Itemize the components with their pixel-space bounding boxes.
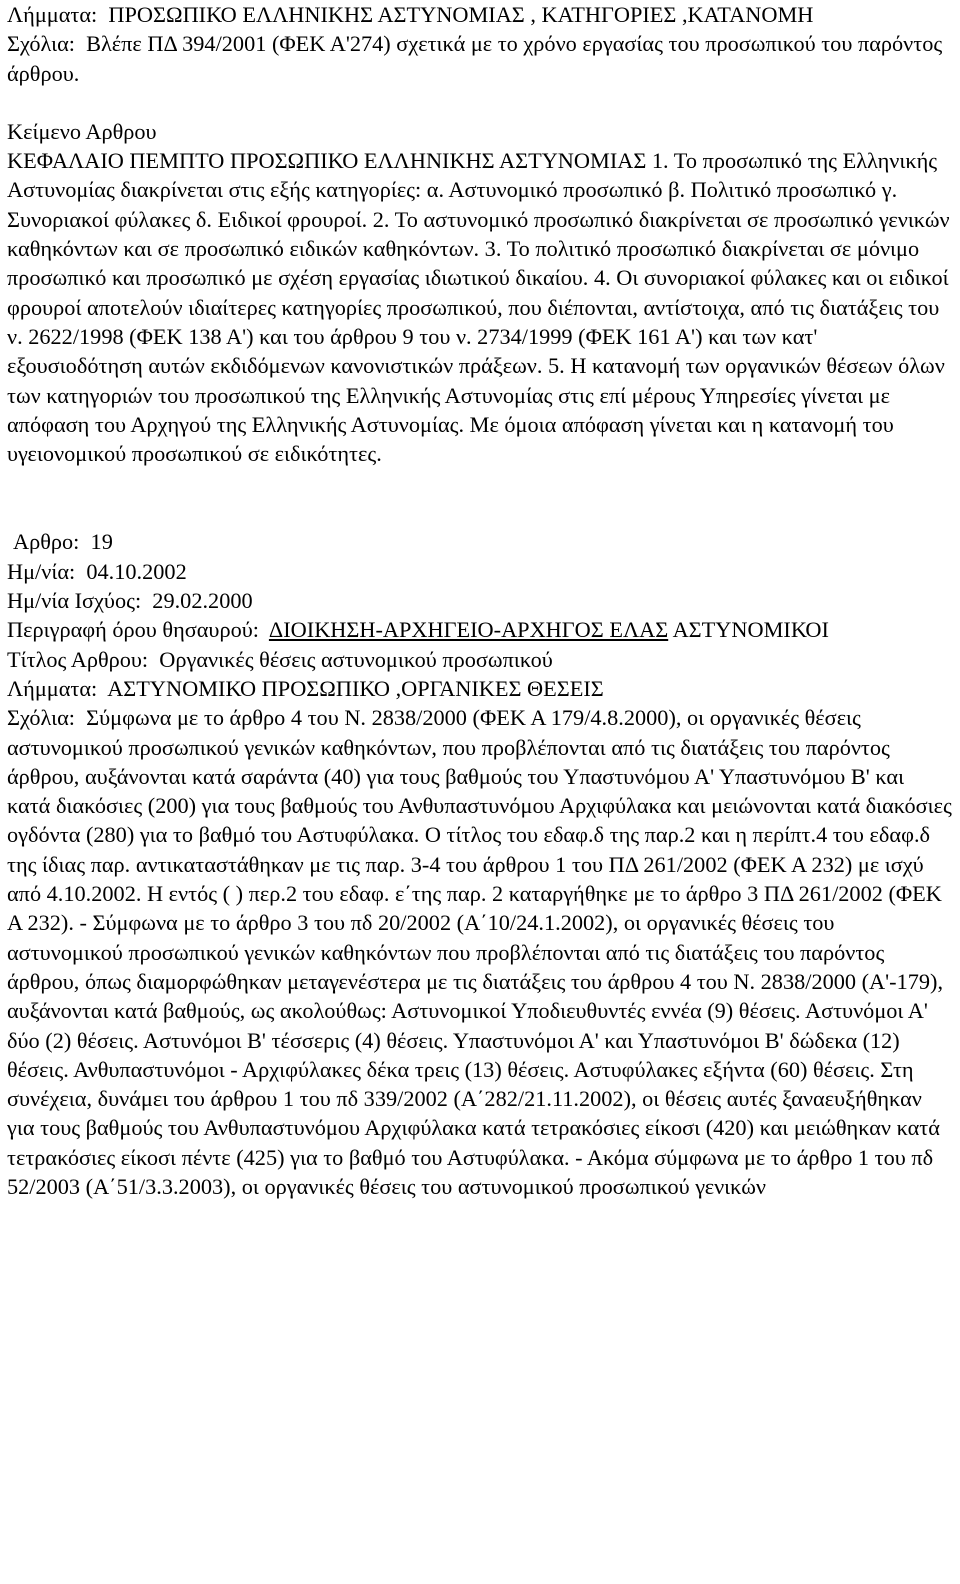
article-date [7,557,953,586]
lemmata-value: ΠΡΟΣΩΠΙΚΟ ΕΛΛΗΝΙΚΗΣ ΑΣΤΥΝΟΜΙΑΣ , ΚΑΤΗΓΟΡΙΕΣ ,ΚΑΤΑΝΟΜΗ [108,2,814,27]
scholia-line-2 [7,703,953,1201]
lemmata-label-2: Λήμματα: [7,675,98,701]
date-in-force-value: 29.02.2000 [152,588,253,614]
spacer [7,88,953,117]
scholia-line-1 [7,29,953,88]
document-page [7,0,953,1201]
article-date-value: 04.10.2002 [86,558,187,584]
lemmata-value-2: ΑΣΤΥΝΟΜΙΚΟ ΠΡΟΣΩΠΙΚΟ ,ΟΡΓΑΝΙΚΕΣ ΘΕΣΕΙΣ [107,675,604,701]
scholia-value-2: Σύμφωνα με το άρθρο 4 του Ν. 2838/2000 (ΦΕΚ Α 179/4.8.2000), οι οργανικές θέσεις αστυνομικού προσωπικού γενικών καθηκόντων, που προβλέπονται από τις διατάξεις του παρόντος άρθρου, αυξάνονται κατά σαράντα (40) για τους βαθμούς του Υπαστυνόμου Α' Υπαστυνόμου Β' και κατά διακόσιες (200) για τους βαθμούς του Ανθυπαστυνόμου Αρχιφύλακα και μειώνονται κατά διακόσιες ογδόντα (280) για το βαθμό του Αστυφύλακα. Ο τίτλος του εδαφ.δ της παρ.2 και η περίπτ.4 του εδαφ.δ της ίδιας παρ. αντικαταστάθηκαν με τις παρ. 3-4 του άρθρου 1 του ΠΔ 261/2002 (ΦΕΚ Α 232) με ισχύ από 4.10.2002. Η εντός ( ) περ.2 του εδαφ. ε΄της παρ. 2 καταργήθηκε με το άρθρο 3 ΠΔ 261/2002 (ΦΕΚ Α 232). - Σύμφωνα με το άρθρο 3 του πδ 20/2002 (Α΄10/24.1.2002), οι οργανικές θέσεις του αστυνομικού προσωπικού γενικών καθηκόντων που προβλέπονται από τις διατάξεις του παρόντος άρθρου, όπως διαμορφώθηκαν μεταγενέστερα με τις διατάξεις του άρθρου 4 του Ν. 2838/2000 (Α'-179), αυξάνονται κατά βαθμούς, ως ακολούθως: Αστυνομικοί Υποδιευθυντές εννέα (9) θέσεις. Αστυνόμοι Α' δύο (2) θέσεις. Αστυνόμοι Β' τέσσερις (4) θέσεις. Υπαστυνόμοι Α' και Υπαστυνόμοι Β' δώδεκα (12) θέσεις. Ανθυπαστυνόμοι - Αρχιφύλακες δέκα τρεις (13) θέσεις. Αστυφύλακες εξήντα (60) θέσεις. Στη συνέχεια, δυνάμει του άρθρου 1 του πδ 339/2002 (Α΄282/21.11.2002), οι θέσεις αυτές ξαναευξήθηκαν για τους βαθμούς του Ανθυπαστυνόμου Αρχιφύλακα κατά τετρακόσιες είκοσι (420) και μειώθηκαν κατά τετρακόσιες είκοσι πέντε (425) για το βαθμό του Αστυφύλακα. - Ακόμα σύμφωνα με το άρθρο 1 του πδ 52/2003 (Α΄51/3.3.2003), οι οργανικές θέσεις του αστυνομικού προσωπικού γενικών [7,705,952,1199]
lemmata-line-2 [7,674,953,703]
article-number [7,527,953,556]
thesaurus-link[interactable]: ΔΙΟΙΚΗΣΗ-ΑΡΧΗΓΕΙΟ-ΑΡΧΗΓΟΣ ΕΛΑΣ [268,617,669,643]
article-text-heading: Κείμενο Αρθρου [7,118,157,144]
article-date-in-force [7,586,953,615]
lemmata-label: Λήμματα: [7,2,98,27]
scholia-value: Βλέπε ΠΔ 394/2001 (ΦΕΚ Α'274) σχετικά με το χρόνο εργασίας του προσωπικού του παρόντος άρθρου. [7,31,943,86]
scholia-label-2: Σχόλια: [7,705,75,731]
thesaurus-description [7,615,953,644]
article-number-label: Αρθρο: [13,529,80,555]
article-number-value: 19 [90,529,113,555]
date-in-force-label: Ημ/νία Ισχύος: [7,588,142,614]
thesaurus-value-rest: ΑΣΤΥΝΟΜΙΚΟΙ [672,617,829,643]
article-title-value: Οργανικές θέσεις αστυνομικού προσωπικού [159,646,553,672]
scholia-label: Σχόλια: [7,31,75,57]
article-date-label: Ημ/νία: [7,558,76,584]
thesaurus-label: Περιγραφή όρου θησαυρού: [7,617,259,643]
spacer [7,468,953,527]
article-title [7,645,953,674]
article-title-label: Τίτλος Αρθρου: [7,646,149,672]
lemmata-line-1 [7,0,953,29]
article-text-body: ΚΕΦΑΛΑΙΟ ΠΕΜΠΤΟ ΠΡΟΣΩΠΙΚΟ ΕΛΛΗΝΙΚΗΣ ΑΣΤΥΝΟΜΙΑΣ 1. Το προσωπικό της Ελληνικής Αστυνομίας διακρίνεται στις εξής κατηγορίες: α. Αστυνομικό προσωπικό β. Πολιτικό προσωπικό γ. Συνοριακοί φύλακες δ. Ειδικοί φρουροί. 2. Το αστυνομικό προσωπικό διακρίνεται σε προσωπικό γενικών καθηκόντων και σε προσωπικό ειδικών καθηκόντων. 3. Το πολιτικό προσωπικό διακρίνεται σε μόνιμο προσωπικό και προσωπικό με σχέση εργασίας ιδιωτικού δικαίου. 4. Οι συνοριακοί φύλακες και οι ειδικοί φρουροί αποτελούν ιδιαίτερες κατηγορίες προσωπικού, που διέπονται, αντίστοιχα, από τις διατάξεις του ν. 2622/1998 (ΦΕΚ 138 Α') και του άρθρου 9 του ν. 2734/1999 (ΦΕΚ 161 Α') και των κατ' εξουσιοδότηση αυτών εκδιδόμενων κανονιστικών πράξεων. 5. Η κατανομή των οργανικών θέσεων όλων των κατηγοριών του προσωπικού της Ελληνικής Αστυνομίας στις επί μέρους Υπηρεσίες γίνεται με απόφαση του Αρχηγού της Ελληνικής Αστυνομίας. Με όμοια απόφαση γίνεται και η κατανομή του υγειονομικού προσωπικού σε ειδικότητες. [7,148,950,467]
